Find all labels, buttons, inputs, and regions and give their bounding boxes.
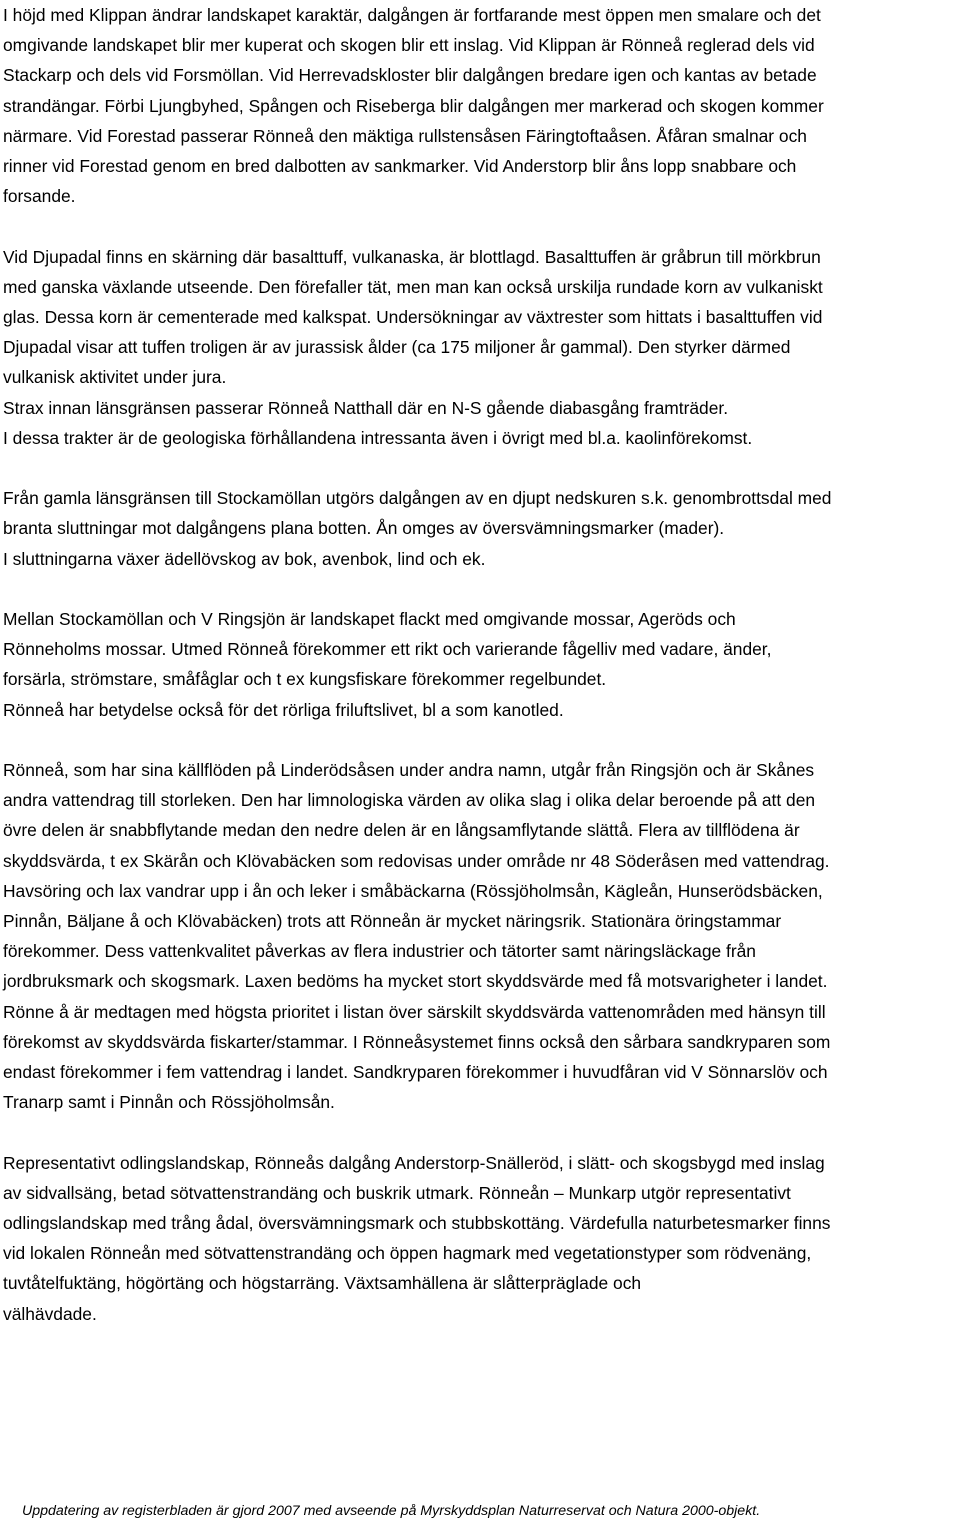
paragraph-ringsjon-birds [3,604,957,725]
text-line: Från gamla länsgränsen till Stockamöllan utgörs dalgången av en djupt nedskuren s.k. genombrottsdal med [3,488,832,509]
text-line: I sluttningarna växer ädellövskog av bok, avenbok, lind och ek. [3,548,486,569]
text-line: rinner vid Forestad genom en bred dalbotten av sankmarker. Vid Anderstorp blir åns lopp snabbare och [3,156,797,177]
text-line: odlingslandskap med trång ådal, översvämningsmark och stubbskottäng. Värdefulla naturbetesmarker finns [3,1213,831,1234]
text-line: vid lokalen Rönneån med sötvattenstrandäng och öppen hagmark med vegetationstyper som rödvenäng, [3,1243,812,1264]
text-line: Strax innan länsgränsen passerar Rönneå Natthall där en N-S gående diabasgång framträder. [3,397,729,418]
text-line: I höjd med Klippan ändrar landskapet karaktär, dalgången är fortfarande mest öppen men smalare och det [3,5,821,25]
text-line: Tranarp samt i Pinnån och Rössjöholmsån. [3,1092,335,1113]
text-line: Havsöring och lax vandrar upp i ån och leker i småbäckarna (Rössjöholmsån, Kägleån, Hunserödsbäcken, [3,880,823,901]
paragraph-stockamollan-valley [3,483,957,574]
text-line: välhävdade. [3,1303,97,1324]
text-line: Vid Djupadal finns en skärning där basalttuff, vulkanaska, är blottlagd. Basalttuffen är gråbrun till mörkbrun [3,246,821,267]
text-line: endast förekommer i fem vattendrag i landet. Sandkryparen förekommer i huvudfåran vid V Sönnarslöv och [3,1062,828,1083]
text-line: glas. Dessa korn är cementerade med kalkspat. Undersökningar av växtrester som hittats i basalttuffen vid [3,307,823,328]
paragraph-limnology-fish [3,755,957,1117]
text-line: Mellan Stockamöllan och V Ringsjön är landskapet flackt med omgivande mossar, Ageröds och [3,609,736,630]
text-line: av sidvallsäng, betad sötvattenstrandäng och buskrik utmark. Rönneån – Munkarp utgör representativt [3,1182,791,1203]
text-line: tuvtåtelfuktäng, högörtäng och högstarräng. Växtsamhällena är slåtterpräglade och [3,1273,642,1294]
text-line: Pinnån, Bäljane å och Klövabäcken) trots att Rönneån är mycket näringsrik. Stationära öringstammar [3,911,782,932]
text-line: Stackarp och dels vid Forsmöllan. Vid Herrevadskloster blir dalgången bredare igen och kantas av betade [3,65,817,86]
text-line: Rönneholms mossar. Utmed Rönneå förekommer ett rikt och varierande fågelliv med vadare, änder, [3,639,772,660]
text-line: jordbruksmark och skogsmark. Laxen bedöms ha mycket stort skyddsvärde med få motsvarigheter i landet. [3,971,828,992]
text-line: Rönne å är medtagen med högsta prioritet i listan över särskilt skyddsvärda vattenområden med hänsyn till [3,1001,826,1022]
text-line: forsande. [3,186,76,207]
paragraph-landscape-klippan [3,0,957,211]
text-line: förekommer. Dess vattenkvalitet påverkas av flera industrier och tätorter samt näringsläckage från [3,941,756,962]
text-line: strandängar. Förbi Ljungbyhed, Spången och Riseberga blir dalgången mer markerad och skogen kommer [3,95,824,116]
text-line: Rönneå, som har sina källflöden på Linderödsåsen under andra namn, utgår från Ringsjön och är Skånes [3,760,815,781]
text-line: Djupadal visar att tuffen troligen är av jurassisk ålder (ca 175 miljoner år gammal). Den styrker därmed [3,337,791,358]
text-line: Rönneå har betydelse också för det rörliga friluftslivet, bl a som kanotled. [3,699,564,720]
paragraph-geology-djupadal [3,242,957,453]
paragraph-cultivated-landscape [3,1148,957,1329]
text-line: skyddsvärda, t ex Skärån och Klövabäcken som redovisas under område nr 48 Söderåsen med vattendrag. [3,850,830,871]
text-line: branta sluttningar mot dalgångens plana botten. Ån omges av översvämningsmarker (mader). [3,518,725,539]
text-line: andra vattendrag till storleken. Den har limnologiska värden av olika slag i olika delar beroende på att den [3,790,816,811]
page-footer: Uppdatering av registerbladen är gjord 2007 med avseende på Myrskyddsplan Naturreservat och Natura 2000-objekt. [22,1503,761,1519]
text-line: forsärla, strömstare, småfåglar och t ex kungsfiskare förekommer regelbundet. [3,669,607,690]
text-line: I dessa trakter är de geologiska förhållandena intressanta även i övrigt med bl.a. kaolinförekomst. [3,427,753,448]
text-line: övre delen är snabbflytande medan den nedre delen är en långsamflytande slättå. Flera av tillflödena är [3,820,800,841]
text-line: Representativt odlingslandskap, Rönneås dalgång Anderstorp-Snälleröd, i slätt- och skogsbygd med inslag [3,1152,825,1173]
text-line: omgivande landskapet blir mer kuperat och skogen blir ett inslag. Vid Klippan är Rönneå reglerad dels vid [3,35,815,56]
text-line: vulkanisk aktivitet under jura. [3,367,227,388]
text-line: med ganska växlande utseende. Den förefaller tät, men man kan också urskilja rundade korn av vulkaniskt [3,276,823,297]
text-line: förekomst av skyddsvärda fiskarter/stammar. I Rönneåsystemet finns också den sårbara sandkryparen som [3,1031,831,1052]
document-body [3,0,957,1329]
text-line: närmare. Vid Forestad passerar Rönneå den mäktiga rullstensåsen Färingtoftaåsen. Åfåran smalnar och [3,125,807,146]
